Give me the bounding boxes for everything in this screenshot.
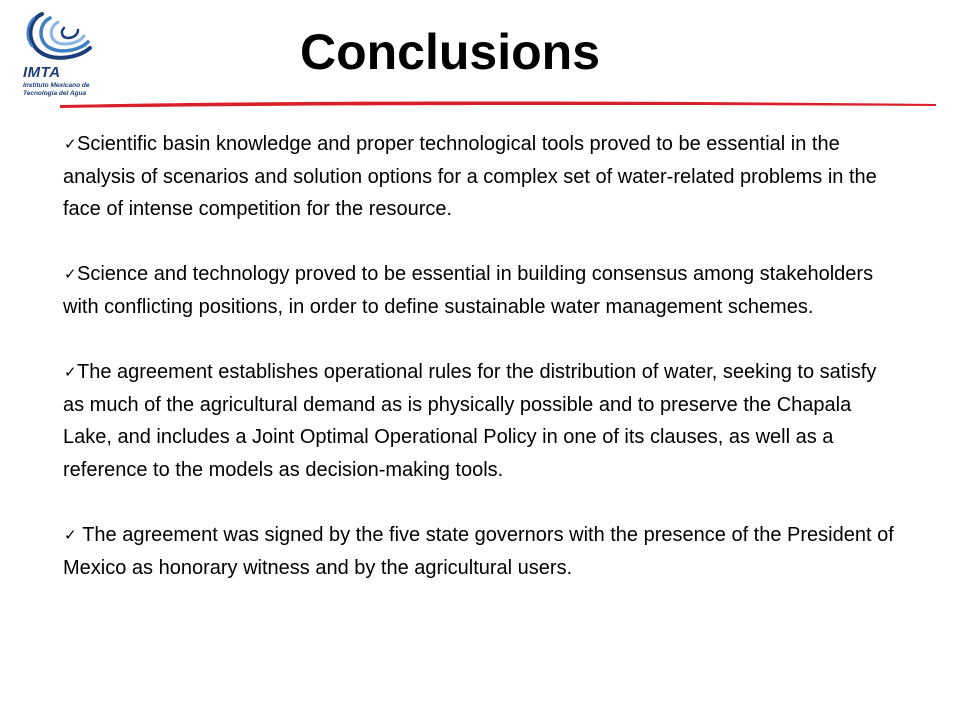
logo-wordmark: IMTA	[23, 64, 61, 81]
list-item	[63, 356, 898, 486]
checkmark-icon: ✓	[64, 265, 77, 284]
bullet-text: Science and technology proved to be essential in building consensus among stakeholders with conflicting positions, in order to define sustainable water management schemes.	[63, 263, 874, 318]
bullet-text: Scientific basin knowledge and proper technological tools proved to be essential in the analysis of scenarios and solution options for a complex set of water-related problems in the face of intense competition for the resource.	[63, 133, 877, 221]
checkmark-icon: ✓	[64, 135, 77, 153]
checkmark-icon: ✓	[64, 526, 77, 545]
checkmark-icon: ✓	[64, 363, 77, 382]
bullet-text: The agreement establishes operational rules for the distribution of water, seeking to satisfy as much of the agricultural demand as is physically possible and to preserve the Chapala Lake, and includes a Joint Optimal Operational Policy in one of its clauses, as well as a reference to the models as decision-making tools.	[63, 361, 877, 481]
slide-title: Conclusions	[299, 24, 601, 80]
list-item	[63, 519, 898, 584]
logo-subtitle-line1: Instituto Mexicano de	[23, 82, 90, 89]
list-item	[63, 128, 898, 226]
title-divider	[60, 100, 936, 110]
bullet-text: The agreement was signed by the five state governors with the presence of the President of Mexico as honorary witness and by the agricultural users.	[63, 524, 894, 579]
logo-subtitle-line2: Tecnología del Agua	[23, 90, 87, 97]
conclusions-list	[63, 128, 898, 617]
list-item	[63, 258, 898, 323]
